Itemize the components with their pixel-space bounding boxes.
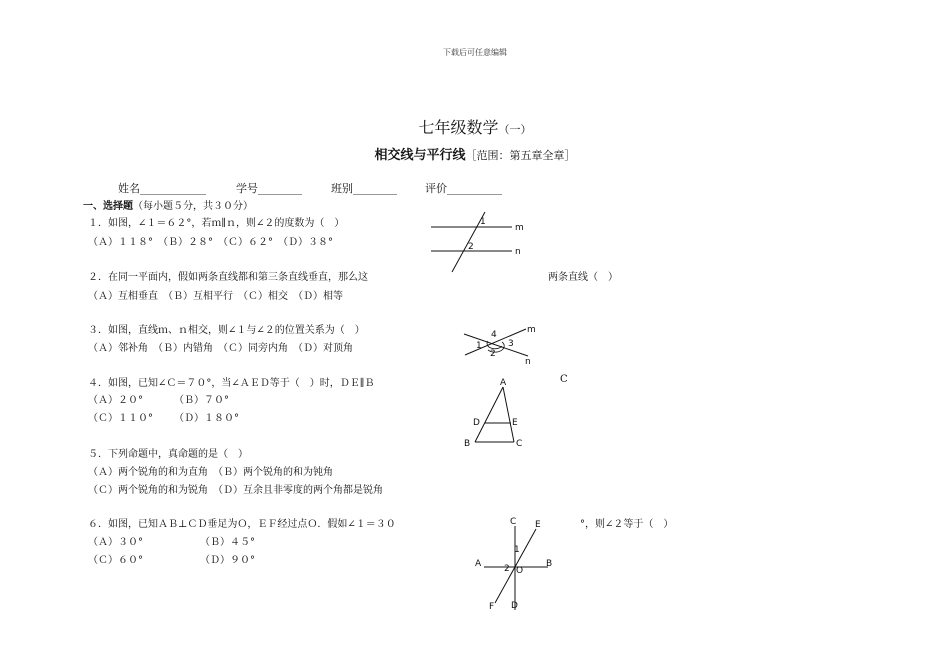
q3-figure [460, 322, 540, 366]
section-note: （每小题５分，共３０分） [133, 201, 253, 212]
q3-label-3: 3 [508, 339, 514, 349]
q1-options: （Ａ）１１８° （Ｂ）２８° （Ｃ）６２° （Ｄ）３８° [88, 237, 333, 248]
q3-label-n: n [525, 357, 531, 367]
title-sub: （一） [498, 123, 532, 136]
q1-label-2: 2 [468, 242, 474, 252]
q6-label-B: B [546, 559, 553, 569]
q4-stem-tail: C [560, 374, 568, 385]
q6-label-D: D [511, 601, 518, 611]
q3-label-2: 2 [490, 349, 496, 359]
q3-label-m: m [527, 325, 536, 335]
q2-stem-tail: 两条直线（ ） [548, 272, 618, 283]
q4-stem: ４．如图，已知∠Ｃ＝７０°，当∠ＡＥＤ等于（ ）时，ＤＥ∥Ｂ [88, 378, 375, 389]
q6-stem-tail: °，则∠２等于（ ） [580, 519, 674, 530]
q6-label-A: A [475, 559, 482, 569]
q6-option-d: （Ｄ）９０° [200, 555, 255, 566]
section-title: 一、选择题 [83, 201, 133, 212]
q5-options-1: （Ａ）两个锐角的和为直角 （Ｂ）两个锐角的和为钝角 [88, 467, 333, 478]
q3-label-4: 4 [491, 330, 497, 340]
class-field: 班别________ [331, 182, 397, 195]
q4-label-D: D [473, 418, 480, 428]
q6-option-c: （Ｃ）６０° [88, 555, 143, 566]
page-title [0, 115, 950, 138]
title-main: 七年级数学 [418, 118, 499, 137]
q6-stem: ６．如图，已知ＡＢ⊥ＣＤ垂足为Ｏ，ＥＦ经过点Ｏ．假如∠１＝３０ [88, 519, 396, 530]
subtitle-main: 相交线与平行线 [374, 148, 466, 163]
grade-field: 评价__________ [425, 182, 502, 195]
subtitle-range: ［范围：第五章全章］ [465, 149, 576, 162]
section-heading [83, 197, 253, 212]
q1-label-m: m [515, 223, 524, 233]
q6-option-a: （Ａ）３０° [88, 537, 143, 548]
student-id-field: 学号________ [236, 182, 302, 195]
q6-label-C: C [510, 517, 517, 527]
q4-label-C: C [516, 439, 523, 449]
name-field: 姓名____________ [118, 182, 206, 195]
q1-stem: １．如图，∠１＝６２°，若ｍ∥ｎ，则∠２的度数为（ ） [88, 218, 345, 229]
q6-label-2: 2 [504, 564, 510, 574]
q6-figure [470, 515, 560, 615]
q4-option-c: （Ｃ）１１０° [88, 413, 153, 424]
q3-options: （Ａ）邻补角 （Ｂ）内错角 （Ｃ）同旁内角 （Ｄ）对顶角 [88, 343, 353, 354]
q4-label-B: B [464, 439, 471, 449]
q1-label-1: 1 [480, 217, 486, 227]
page-subtitle [0, 144, 950, 163]
q1-figure [425, 210, 535, 275]
q2-stem: ２．在同一平面内，假如两条直线都和第三条直线垂直，那么这 [88, 272, 368, 283]
q6-label-O: O [516, 566, 524, 576]
q2-options: （Ａ）互相垂直 （Ｂ）互相平行 （Ｃ）相交 （Ｄ）相等 [88, 291, 343, 302]
q4-option-a: （Ａ）２０° [88, 395, 143, 406]
q5-options-2: （Ｃ）两个锐角的和为锐角 （Ｄ）互余且非零度的两个角都是锐角 [88, 485, 383, 496]
q4-label-A: A [500, 378, 507, 388]
q6-option-b: （Ｂ）４５° [200, 537, 255, 548]
header-note: 下载后可任意编辑 [443, 48, 507, 57]
q4-option-b: （Ｂ）７０° [174, 395, 229, 406]
q3-stem: ３．如图，直线ｍ、ｎ相交，则∠１与∠２的位置关系为（ ） [88, 325, 365, 336]
q6-label-1: 1 [514, 545, 520, 555]
q6-label-F: F [489, 602, 495, 612]
q6-label-E: E [535, 520, 541, 530]
q1-label-n: n [515, 247, 521, 257]
q5-stem: ５．下列命题中，真命题的是（ ） [88, 449, 248, 460]
q4-option-d: （Ｄ）１８０° [174, 413, 239, 424]
q4-figure [462, 375, 532, 450]
q3-label-1: 1 [476, 341, 482, 351]
q4-label-E: E [512, 418, 518, 428]
